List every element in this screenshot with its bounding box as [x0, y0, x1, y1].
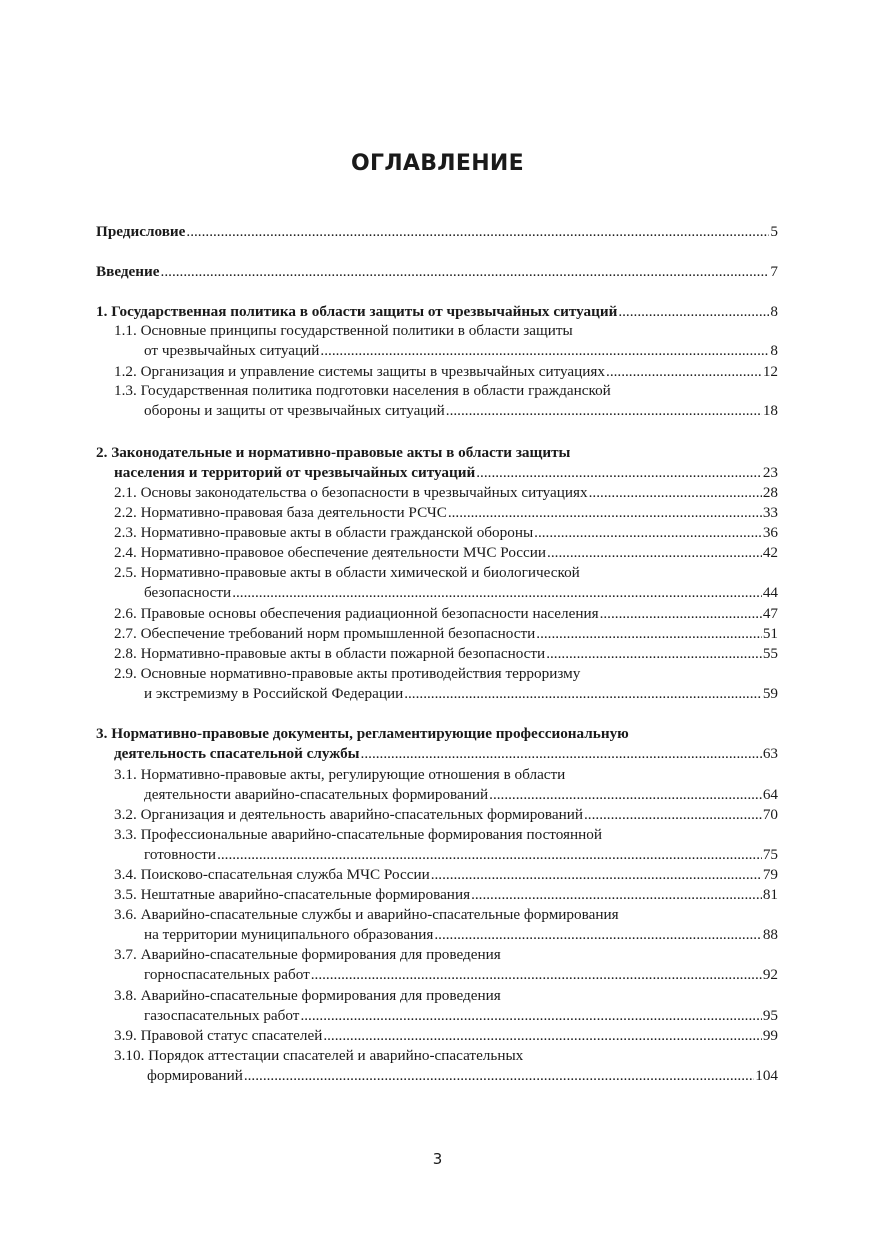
toc-entry-text: и экстремизму в Российской Федерации: [144, 685, 404, 702]
dot-leader: [434, 925, 761, 945]
toc-page-number: 92: [762, 966, 778, 983]
dot-leader: [244, 1066, 754, 1086]
toc-page-number: 18: [762, 402, 778, 419]
dot-leader: [584, 805, 762, 825]
toc-entry[interactable]: [114, 765, 778, 805]
toc-page-number: 12: [762, 363, 778, 380]
toc-page-number: 95: [762, 1007, 778, 1024]
toc-entry-text: 2. Законодательные и нормативно-правовые акты в области защиты: [96, 444, 571, 461]
toc-page-number: 64: [762, 786, 778, 803]
toc-page-number: 63: [762, 745, 778, 762]
toc-page-number: 99: [762, 1027, 778, 1044]
toc-page-number: 5: [770, 223, 778, 240]
dot-leader: [476, 463, 762, 483]
toc-entry-text: 3.6. Аварийно-спасательные службы и аварийно-спасательные формирования: [114, 906, 619, 923]
toc-entry[interactable]: [96, 443, 778, 483]
toc-page-number: 55: [762, 645, 778, 662]
toc-entry-text: газоспасательных работ: [144, 1007, 300, 1024]
dot-leader: [471, 885, 762, 905]
dot-leader: [217, 845, 762, 865]
toc-entry[interactable]: [114, 321, 778, 361]
dot-leader: [547, 543, 762, 563]
toc-entry[interactable]: [114, 865, 778, 885]
toc-entry[interactable]: [114, 825, 778, 865]
toc-entry[interactable]: [114, 483, 778, 503]
toc-entry-text: 3.3. Профессиональные аварийно-спасательные формирования постоянной: [114, 826, 603, 843]
toc-entry[interactable]: [114, 644, 778, 664]
toc-entry[interactable]: [114, 624, 778, 644]
dot-leader: [161, 262, 770, 282]
toc-entry-text: 1.1. Основные принципы государственной политики в области защиты: [114, 322, 573, 339]
toc-page-number: 42: [762, 544, 778, 561]
dot-leader: [186, 222, 769, 242]
toc-entry-text: 3.1. Нормативно-правовые акты, регулирующие отношения в области: [114, 766, 566, 783]
toc-entry[interactable]: [114, 905, 778, 945]
toc-entry[interactable]: [114, 664, 778, 704]
toc-entry-text: 3.10. Порядок аттестации спасателей и аварийно-спасательных: [114, 1047, 524, 1064]
toc-entry-text: 3.8. Аварийно-спасательные формирования для проведения: [114, 987, 501, 1004]
toc-entry-text: 1.3. Государственная политика подготовки населения в области гражданской: [114, 382, 611, 399]
toc-page-number: 23: [762, 464, 778, 481]
dot-leader: [311, 965, 762, 985]
toc-entry-text: 2.9. Основные нормативно-правовые акты противодействия терроризму: [114, 665, 581, 682]
dot-leader: [300, 1006, 761, 1026]
toc-entry-text: готовности: [144, 846, 217, 863]
toc-entry-text: 3. Нормативно-правовые документы, регламентирующие профессиональную: [96, 725, 629, 742]
toc-entry-text: от чрезвычайных ситуаций: [144, 342, 320, 359]
toc-entry[interactable]: [114, 1046, 778, 1086]
toc-entry[interactable]: [114, 523, 778, 543]
toc-entry-text: 3.9. Правовой статус спасателей: [114, 1027, 323, 1044]
dot-leader: [489, 785, 762, 805]
toc-entry[interactable]: [96, 724, 778, 764]
toc-entry-text: 3.5. Нештатные аварийно-спасательные формирования: [114, 886, 471, 903]
toc-page-number: 88: [762, 926, 778, 943]
toc-entry-text: 1. Государственная политика в области защиты от чрезвычайных ситуаций: [96, 303, 618, 320]
toc-entry-text: обороны и защиты от чрезвычайных ситуаций: [144, 402, 445, 419]
toc-page-number: 36: [762, 524, 778, 541]
toc-entry[interactable]: [114, 885, 778, 905]
toc-entry-text: 2.4. Нормативно-правовое обеспечение деятельности МЧС России: [114, 544, 547, 561]
toc-entry-text: 2.7. Обеспечение требований норм промышленной безопасности: [114, 625, 536, 642]
toc-entry-text: деятельность спасательной службы: [114, 745, 360, 762]
toc-page-number: 7: [770, 263, 778, 280]
toc-page-number: 47: [762, 605, 778, 622]
dot-leader: [606, 362, 762, 382]
toc-entry-text: формирований: [147, 1067, 243, 1084]
toc-entry-text: 1.2. Организация и управление системы защиты в чрезвычайных ситуациях: [114, 363, 606, 380]
dot-leader: [431, 865, 762, 885]
toc-entry-text: 2.1. Основы законодательства о безопасности в чрезвычайных ситуациях: [114, 484, 588, 501]
toc-page-number: 28: [762, 484, 778, 501]
toc-entry[interactable]: [114, 503, 778, 523]
dot-leader: [446, 401, 762, 421]
page-title: ОГЛАВЛЕНИЕ: [351, 151, 524, 176]
dot-leader: [320, 341, 769, 361]
toc-entry-text: Введение: [96, 263, 160, 280]
toc-page-number: 8: [770, 303, 778, 320]
toc-entry-text: горноспасательных работ: [144, 966, 310, 983]
dot-leader: [618, 302, 769, 322]
toc-entry[interactable]: [114, 604, 778, 624]
toc-page-number: 70: [762, 806, 778, 823]
toc-entry-text: 2.2. Нормативно-правовая база деятельности РСЧС: [114, 504, 447, 521]
toc-entry-text: безопасности: [144, 584, 232, 601]
toc-entry[interactable]: [96, 222, 778, 242]
toc-entry-text: 2.6. Правовые основы обеспечения радиационной безопасности населения: [114, 605, 599, 622]
toc-page-number: 33: [762, 504, 778, 521]
toc-entry-text: 2.5. Нормативно-правовые акты в области химической и биологической: [114, 564, 580, 581]
dot-leader: [404, 684, 762, 704]
toc-entry[interactable]: [114, 381, 778, 421]
toc-page-number: 104: [755, 1067, 778, 1084]
toc-entry[interactable]: [96, 302, 778, 322]
toc-entry-text: Предисловие: [96, 223, 186, 240]
toc-entry-text: 3.7. Аварийно-спасательные формирования для проведения: [114, 946, 501, 963]
toc-entry[interactable]: [114, 362, 778, 382]
toc-entry[interactable]: [114, 945, 778, 985]
dot-leader: [536, 624, 762, 644]
toc-page-number: 59: [762, 685, 778, 702]
dot-leader: [600, 604, 762, 624]
dot-leader: [232, 583, 762, 603]
toc-entry-text: 3.2. Организация и деятельность аварийно-спасательных формирований: [114, 806, 583, 823]
dot-leader: [448, 503, 762, 523]
dot-leader: [361, 744, 762, 764]
toc-entry-text: 2.8. Нормативно-правовые акты в области пожарной безопасности: [114, 645, 546, 662]
toc-entry-text: 2.3. Нормативно-правовые акты в области гражданской обороны: [114, 524, 534, 541]
toc-entry-text: деятельности аварийно-спасательных формирований: [144, 786, 489, 803]
toc-page-number: 75: [762, 846, 778, 863]
page-number: 3: [432, 1150, 443, 1168]
dot-leader: [534, 523, 762, 543]
toc-page-number: 81: [762, 886, 778, 903]
toc-page-number: 79: [762, 866, 778, 883]
toc-entry[interactable]: [114, 543, 778, 563]
toc-entry[interactable]: [114, 805, 778, 825]
dot-leader: [589, 483, 762, 503]
toc-entry-text: населения и территорий от чрезвычайных ситуаций: [114, 464, 476, 481]
toc-page-number: 44: [762, 584, 778, 601]
dot-leader: [546, 644, 762, 664]
dot-leader: [323, 1026, 761, 1046]
toc-entry[interactable]: [114, 1026, 778, 1046]
toc-entry[interactable]: [114, 563, 778, 603]
toc-entry-text: на территории муниципального образования: [144, 926, 434, 943]
toc-entry[interactable]: [114, 986, 778, 1026]
toc-entry[interactable]: [96, 262, 778, 282]
toc-entry-text: 3.4. Поисково-спасательная служба МЧС России: [114, 866, 430, 883]
toc-page-number: 51: [762, 625, 778, 642]
toc-page-number: 8: [770, 342, 778, 359]
